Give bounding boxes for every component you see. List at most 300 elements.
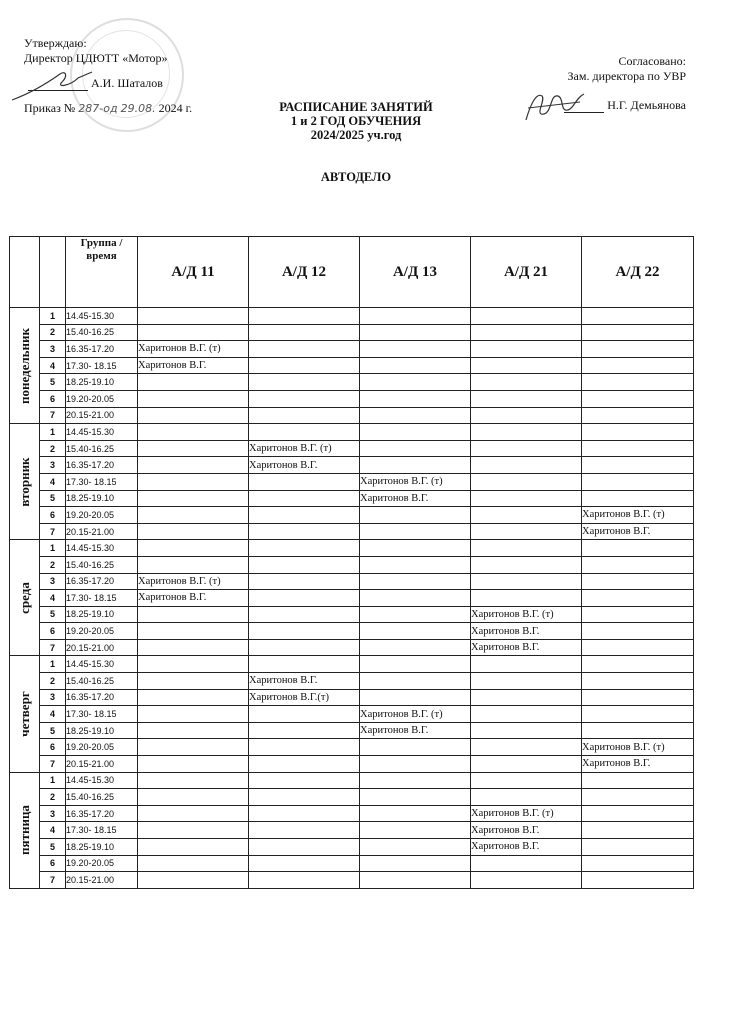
day-name: вторник — [16, 457, 32, 507]
lesson-time: 16.35-17.20 — [66, 689, 138, 706]
schedule-cell — [249, 623, 360, 640]
schedule-cell: Харитонов В.Г. — [249, 673, 360, 690]
schedule-cell — [582, 772, 694, 789]
day-label — [10, 424, 40, 540]
schedule-cell — [138, 855, 249, 872]
day-label — [10, 308, 40, 424]
table-row — [10, 473, 694, 490]
order-date: 29.08. — [120, 102, 156, 115]
schedule-cell — [138, 805, 249, 822]
lesson-number: 3 — [40, 689, 66, 706]
schedule-cell — [471, 756, 582, 773]
table-row — [10, 789, 694, 806]
schedule-cell — [249, 540, 360, 557]
schedule-cell — [138, 839, 249, 856]
schedule-cell — [138, 407, 249, 424]
table-row — [10, 390, 694, 407]
schedule-cell — [471, 357, 582, 374]
lesson-number: 2 — [40, 673, 66, 690]
lesson-time: 14.45-15.30 — [66, 772, 138, 789]
schedule-cell — [249, 357, 360, 374]
group-header: А/Д 22 — [582, 237, 694, 308]
schedule-cell — [249, 739, 360, 756]
lesson-number: 6 — [40, 390, 66, 407]
schedule-cell — [249, 308, 360, 325]
schedule-cell — [138, 689, 249, 706]
schedule-cell — [360, 374, 471, 391]
table-row — [10, 673, 694, 690]
lesson-number: 5 — [40, 606, 66, 623]
table-row — [10, 341, 694, 358]
schedule-cell — [582, 689, 694, 706]
table-row — [10, 440, 694, 457]
table-row — [10, 839, 694, 856]
schedule-cell — [582, 490, 694, 507]
lesson-time: 14.45-15.30 — [66, 308, 138, 325]
schedule-cell — [582, 623, 694, 640]
lesson-number: 5 — [40, 374, 66, 391]
table-row — [10, 308, 694, 325]
schedule-cell — [360, 689, 471, 706]
schedule-cell — [582, 722, 694, 739]
lesson-number: 4 — [40, 822, 66, 839]
lesson-number: 1 — [40, 308, 66, 325]
schedule-cell — [471, 689, 582, 706]
schedule-cell — [360, 656, 471, 673]
lesson-time: 15.40-16.25 — [66, 673, 138, 690]
schedule-cell: Харитонов В.Г. — [249, 457, 360, 474]
schedule-cell: Харитонов В.Г. (т) — [360, 473, 471, 490]
schedule-cell — [471, 424, 582, 441]
schedule-cell — [360, 673, 471, 690]
schedule-cell — [249, 374, 360, 391]
lesson-time: 17.30- 18.15 — [66, 590, 138, 607]
table-row — [10, 722, 694, 739]
table-row — [10, 590, 694, 607]
table-row — [10, 540, 694, 557]
schedule-cell — [360, 772, 471, 789]
lesson-time: 20.15-21.00 — [66, 756, 138, 773]
director-signature — [8, 66, 98, 106]
schedule-cell — [582, 656, 694, 673]
schedule-cell — [249, 656, 360, 673]
table-row — [10, 357, 694, 374]
schedule-cell — [471, 722, 582, 739]
schedule-cell — [471, 590, 582, 607]
schedule-cell — [471, 739, 582, 756]
schedule-cell — [138, 606, 249, 623]
schedule-cell — [249, 407, 360, 424]
schedule-cell — [582, 324, 694, 341]
schedule-cell — [582, 855, 694, 872]
lesson-number: 6 — [40, 507, 66, 524]
lesson-time: 19.20-20.05 — [66, 507, 138, 524]
schedule-cell — [138, 639, 249, 656]
table-row — [10, 573, 694, 590]
day-name: четверг — [16, 691, 32, 737]
lesson-time: 15.40-16.25 — [66, 789, 138, 806]
schedule-cell — [471, 507, 582, 524]
schedule-cell — [138, 374, 249, 391]
schedule-cell — [360, 390, 471, 407]
lesson-time: 17.30- 18.15 — [66, 706, 138, 723]
lesson-number: 2 — [40, 556, 66, 573]
approve-position: Директор ЦДЮТТ «Мотор» — [24, 51, 168, 65]
schedule-cell — [360, 805, 471, 822]
schedule-cell — [360, 308, 471, 325]
schedule-cell: Харитонов В.Г. — [360, 490, 471, 507]
table-row — [10, 872, 694, 889]
schedule-cell — [471, 457, 582, 474]
day-label — [10, 656, 40, 772]
schedule-cell — [582, 573, 694, 590]
table-row — [10, 556, 694, 573]
lesson-time: 16.35-17.20 — [66, 341, 138, 358]
schedule-cell — [471, 656, 582, 673]
table-row — [10, 490, 694, 507]
lesson-number: 5 — [40, 722, 66, 739]
deputy-signature — [520, 86, 590, 126]
schedule-cell — [360, 341, 471, 358]
schedule-cell — [582, 805, 694, 822]
schedule-cell — [138, 424, 249, 441]
lesson-time: 19.20-20.05 — [66, 390, 138, 407]
order-prefix: Приказ № — [24, 101, 76, 115]
schedule-cell — [582, 590, 694, 607]
schedule-cell — [138, 507, 249, 524]
table-row — [10, 739, 694, 756]
lesson-number: 6 — [40, 855, 66, 872]
lesson-number: 7 — [40, 523, 66, 540]
table-row — [10, 507, 694, 524]
table-row — [10, 656, 694, 673]
lesson-time: 18.25-19.10 — [66, 606, 138, 623]
schedule-cell — [249, 573, 360, 590]
day-name: среда — [16, 582, 32, 614]
schedule-cell — [471, 490, 582, 507]
schedule-cell: Харитонов В.Г. — [138, 590, 249, 607]
lesson-number: 2 — [40, 324, 66, 341]
schedule-cell — [582, 308, 694, 325]
lesson-number: 1 — [40, 540, 66, 557]
group-time-header: Группа /время — [66, 237, 138, 308]
schedule-cell — [582, 639, 694, 656]
lesson-number: 4 — [40, 473, 66, 490]
group-header: А/Д 21 — [471, 237, 582, 308]
schedule-cell — [582, 357, 694, 374]
lesson-time: 19.20-20.05 — [66, 855, 138, 872]
lesson-time: 18.25-19.10 — [66, 722, 138, 739]
schedule-cell — [471, 374, 582, 391]
schedule-cell — [582, 606, 694, 623]
schedule-cell — [360, 523, 471, 540]
schedule-cell: Харитонов В.Г. (т) — [582, 507, 694, 524]
schedule-cell — [582, 407, 694, 424]
schedule-cell — [249, 839, 360, 856]
title-line-2: 1 и 2 ГОД ОБУЧЕНИЯ — [290, 114, 422, 128]
lesson-number: 4 — [40, 357, 66, 374]
schedule-cell — [249, 722, 360, 739]
schedule-cell — [471, 308, 582, 325]
lesson-time: 15.40-16.25 — [66, 324, 138, 341]
lesson-number: 7 — [40, 639, 66, 656]
schedule-cell — [360, 556, 471, 573]
schedule-cell — [582, 540, 694, 557]
agreed-name: Н.Г. Демьянова — [607, 98, 686, 112]
schedule-cell — [471, 673, 582, 690]
lesson-time: 16.35-17.20 — [66, 573, 138, 590]
lesson-number: 1 — [40, 424, 66, 441]
schedule-cell — [471, 324, 582, 341]
schedule-cell: Харитонов В.Г. (т) — [582, 739, 694, 756]
schedule-cell — [360, 855, 471, 872]
table-row — [10, 772, 694, 789]
schedule-cell: Харитонов В.Г. — [471, 639, 582, 656]
schedule-cell — [582, 872, 694, 889]
lesson-number: 4 — [40, 590, 66, 607]
schedule-cell — [582, 374, 694, 391]
lesson-number: 3 — [40, 341, 66, 358]
lesson-time: 20.15-21.00 — [66, 407, 138, 424]
schedule-cell — [249, 590, 360, 607]
table-row — [10, 324, 694, 341]
table-row — [10, 424, 694, 441]
schedule-cell: Харитонов В.Г. — [471, 822, 582, 839]
schedule-cell — [360, 789, 471, 806]
schedule-cell — [582, 457, 694, 474]
schedule-cell — [360, 623, 471, 640]
lesson-time: 19.20-20.05 — [66, 739, 138, 756]
lesson-time: 15.40-16.25 — [66, 440, 138, 457]
approve-label: Утверждаю: — [24, 36, 87, 50]
schedule-cell — [360, 872, 471, 889]
lesson-time: 14.45-15.30 — [66, 656, 138, 673]
group-header: А/Д 12 — [249, 237, 360, 308]
lesson-number: 1 — [40, 656, 66, 673]
table-row — [10, 689, 694, 706]
schedule-cell — [249, 424, 360, 441]
day-label — [10, 540, 40, 656]
schedule-cell: Харитонов В.Г. (т) — [360, 706, 471, 723]
schedule-cell — [249, 507, 360, 524]
title-line-3: 2024/2025 уч.год — [310, 128, 402, 142]
lesson-time: 19.20-20.05 — [66, 623, 138, 640]
schedule-cell — [249, 473, 360, 490]
lesson-time: 18.25-19.10 — [66, 839, 138, 856]
day-label — [10, 772, 40, 888]
lesson-time: 17.30- 18.15 — [66, 357, 138, 374]
table-row — [10, 805, 694, 822]
schedule-cell: Харитонов В.Г. (т) — [138, 573, 249, 590]
lesson-number: 6 — [40, 739, 66, 756]
schedule-cell — [471, 789, 582, 806]
agreed-position: Зам. директора по УВР — [567, 69, 686, 83]
schedule-cell — [249, 756, 360, 773]
schedule-cell — [138, 440, 249, 457]
schedule-cell — [138, 822, 249, 839]
schedule-cell — [360, 639, 471, 656]
schedule-cell — [582, 341, 694, 358]
lesson-time: 17.30- 18.15 — [66, 822, 138, 839]
schedule-cell: Харитонов В.Г.(т) — [249, 689, 360, 706]
order-number: 287-од — [78, 102, 118, 115]
schedule-cell — [138, 772, 249, 789]
schedule-cell — [249, 324, 360, 341]
schedule-cell — [582, 789, 694, 806]
schedule-cell: Харитонов В.Г. — [138, 357, 249, 374]
lesson-number: 2 — [40, 440, 66, 457]
schedule-cell — [582, 390, 694, 407]
schedule-cell — [471, 440, 582, 457]
schedule-cell — [249, 789, 360, 806]
lesson-time: 14.45-15.30 — [66, 540, 138, 557]
table-row — [10, 374, 694, 391]
schedule-cell — [360, 357, 471, 374]
lesson-time: 16.35-17.20 — [66, 805, 138, 822]
lesson-time: 15.40-16.25 — [66, 556, 138, 573]
schedule-cell — [582, 440, 694, 457]
schedule-cell — [582, 556, 694, 573]
table-row — [10, 822, 694, 839]
day-name: понедельник — [16, 327, 32, 404]
lesson-number: 5 — [40, 839, 66, 856]
schedule-title — [244, 100, 468, 142]
subject-title: АВТОДЕЛО — [320, 170, 392, 184]
schedule-cell — [249, 805, 360, 822]
table-row — [10, 706, 694, 723]
schedule-cell — [471, 556, 582, 573]
schedule-cell: Харитонов В.Г. — [471, 623, 582, 640]
schedule-cell — [471, 772, 582, 789]
table-header-row — [10, 237, 694, 308]
schedule-cell — [582, 424, 694, 441]
schedule-cell — [138, 390, 249, 407]
lesson-time: 16.35-17.20 — [66, 457, 138, 474]
day-name: пятница — [16, 805, 32, 856]
schedule-cell — [360, 739, 471, 756]
schedule-cell — [138, 324, 249, 341]
schedule-cell — [360, 822, 471, 839]
schedule-cell — [360, 440, 471, 457]
schedule-cell: Харитонов В.Г. — [471, 839, 582, 856]
schedule-cell — [249, 639, 360, 656]
schedule-cell — [249, 390, 360, 407]
schedule-cell — [138, 556, 249, 573]
schedule-table — [9, 236, 694, 889]
schedule-cell: Харитонов В.Г. (т) — [249, 440, 360, 457]
lesson-number: 1 — [40, 772, 66, 789]
schedule-cell — [360, 573, 471, 590]
lesson-number: 7 — [40, 407, 66, 424]
schedule-cell — [471, 523, 582, 540]
group-header: А/Д 11 — [138, 237, 249, 308]
lesson-number: 7 — [40, 872, 66, 889]
table-row — [10, 623, 694, 640]
lesson-time: 18.25-19.10 — [66, 374, 138, 391]
schedule-cell — [471, 390, 582, 407]
schedule-cell — [360, 756, 471, 773]
schedule-cell — [471, 872, 582, 889]
table-row — [10, 407, 694, 424]
schedule-cell — [249, 872, 360, 889]
approve-name: А.И. Шаталов — [91, 76, 163, 90]
schedule-cell — [471, 573, 582, 590]
schedule-cell — [138, 756, 249, 773]
schedule-cell: Харитонов В.Г. — [582, 756, 694, 773]
schedule-cell — [360, 507, 471, 524]
schedule-cell — [138, 673, 249, 690]
schedule-cell — [360, 424, 471, 441]
schedule-cell — [360, 606, 471, 623]
schedule-cell — [360, 324, 471, 341]
schedule-cell — [138, 457, 249, 474]
schedule-cell — [582, 473, 694, 490]
lesson-time: 20.15-21.00 — [66, 639, 138, 656]
lesson-number: 2 — [40, 789, 66, 806]
schedule-cell — [249, 490, 360, 507]
schedule-cell: Харитонов В.Г. (т) — [138, 341, 249, 358]
lesson-time: 18.25-19.10 — [66, 490, 138, 507]
schedule-cell — [582, 673, 694, 690]
schedule-cell: Харитонов В.Г. (т) — [471, 805, 582, 822]
schedule-cell — [138, 739, 249, 756]
schedule-cell — [138, 308, 249, 325]
lesson-number: 6 — [40, 623, 66, 640]
schedule-cell — [249, 606, 360, 623]
schedule-cell: Харитонов В.Г. — [360, 722, 471, 739]
schedule-cell — [471, 540, 582, 557]
lesson-time: 17.30- 18.15 — [66, 473, 138, 490]
schedule-cell — [249, 341, 360, 358]
table-row — [10, 523, 694, 540]
table-row — [10, 606, 694, 623]
schedule-cell — [249, 556, 360, 573]
schedule-cell — [471, 341, 582, 358]
schedule-cell — [138, 473, 249, 490]
schedule-cell — [360, 407, 471, 424]
title-line-1: РАСПИСАНИЕ ЗАНЯТИЙ — [279, 100, 433, 114]
table-row — [10, 855, 694, 872]
schedule-cell: Харитонов В.Г. — [582, 523, 694, 540]
schedule-cell — [138, 490, 249, 507]
agreed-label: Согласовано: — [618, 54, 686, 68]
schedule-cell — [471, 855, 582, 872]
lesson-number: 4 — [40, 706, 66, 723]
schedule-cell — [360, 540, 471, 557]
schedule-cell — [138, 872, 249, 889]
schedule-cell — [360, 590, 471, 607]
schedule-cell — [249, 855, 360, 872]
table-row — [10, 457, 694, 474]
lesson-time: 20.15-21.00 — [66, 872, 138, 889]
table-row — [10, 639, 694, 656]
schedule-cell — [138, 722, 249, 739]
lesson-number: 5 — [40, 490, 66, 507]
table-row — [10, 756, 694, 773]
schedule-cell — [138, 540, 249, 557]
schedule-cell — [138, 706, 249, 723]
schedule-cell — [249, 706, 360, 723]
schedule-cell — [249, 523, 360, 540]
schedule-cell — [360, 839, 471, 856]
schedule-cell — [360, 457, 471, 474]
lesson-time: 20.15-21.00 — [66, 523, 138, 540]
schedule-cell — [582, 822, 694, 839]
schedule-cell — [471, 473, 582, 490]
schedule-cell — [582, 706, 694, 723]
lesson-number: 3 — [40, 805, 66, 822]
schedule-cell — [138, 623, 249, 640]
